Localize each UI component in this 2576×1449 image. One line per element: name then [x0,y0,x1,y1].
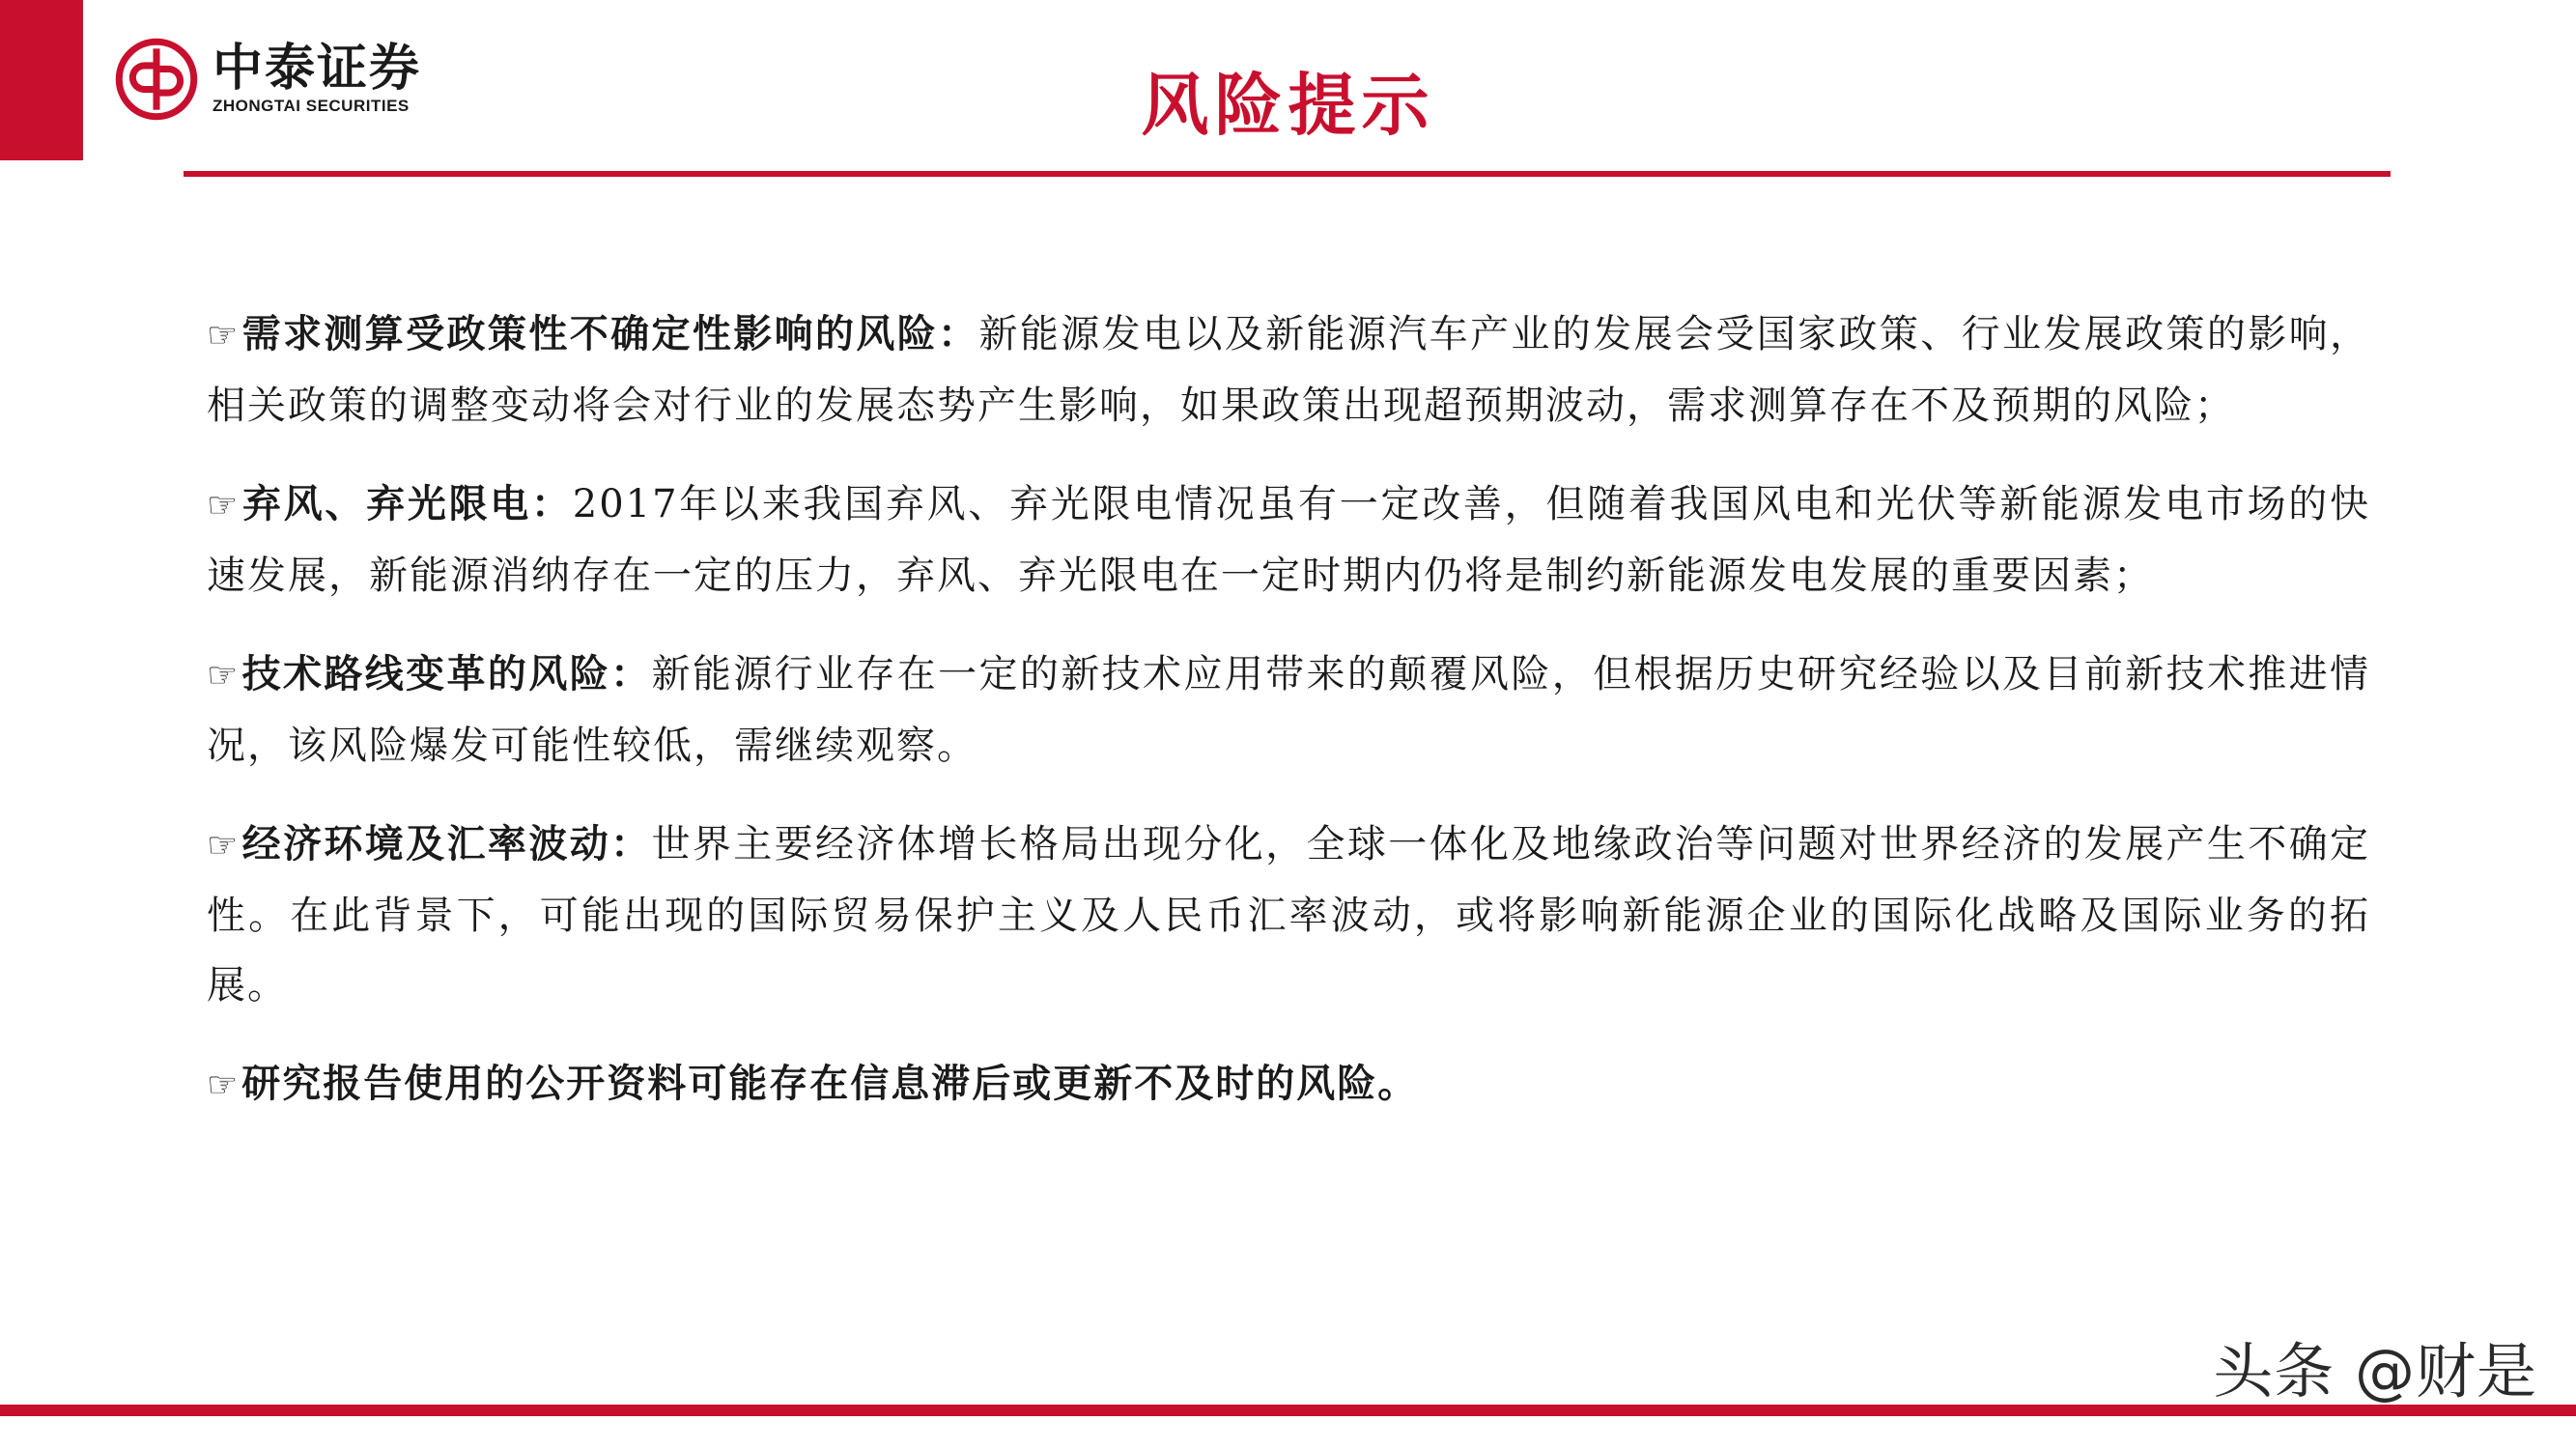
pointing-hand-icon: ☞ [207,656,241,696]
risk-item-economy [207,810,2370,1020]
risk-text: 新能源行业存在一定的新技术应用带来的颠覆风险，但根据历史研究经验以及目前新技术推进情况，该风险爆发可能性较低，需继续观察。 [207,652,2370,768]
page-title: 风险提示 [1141,66,1435,145]
pointing-hand-icon: ☞ [207,1065,241,1105]
risk-list [207,299,2370,1150]
risk-text: 2017年以来我国弃风、弃光限电情况虽有一定改善，但随着我国风电和光伏等新能源发电市场的快速发展，新能源消纳存在一定的压力，弃风、弃光限电在一定时期内仍将是制约新能源发电发展的重要因素； [207,482,2371,598]
pointing-hand-icon: ☞ [207,486,241,526]
pointing-hand-icon: ☞ [207,826,241,866]
risk-item-data-lag [207,1049,2370,1121]
risk-title: 需求测算受政策性不确定性影响的风险： [241,311,979,356]
footer-divider [0,1405,2576,1416]
risk-item-curtailment [207,469,2370,611]
pointing-hand-icon: ☞ [207,316,241,355]
risk-title: 弃风、弃光限电： [241,481,573,526]
logo-chinese-name: 中泰证券 [212,40,422,98]
risk-item-policy [207,299,2370,440]
watermark: 头条 @财是 [2213,1336,2537,1406]
risk-title: 研究报告使用的公开资料可能存在信息滞后或更新不及时的风险。 [241,1061,1419,1106]
title-divider [184,171,2391,177]
risk-title: 经济环境及汇率波动： [241,821,652,867]
risk-item-technology [207,639,2370,781]
logo-english-name: ZHONGTAI SECURITIES [212,97,410,115]
risk-text: 世界主要经济体增长格局出现分化，全球一体化及地缘政治等问题对世界经济的发展产生不确定性。在此背景下，可能出现的国际贸易保护主义及人民币汇率波动，或将影响新能源企业的国际化战略及国际业务的拓展。 [207,822,2370,1008]
risk-title: 技术路线变革的风险： [241,651,652,696]
risk-text: 新能源发电以及新能源汽车产业的发展会受国家政策、行业发展政策的影响，相关政策的调整变动将会对行业的发展态势产生影响，如果政策出现超预期波动，需求测算存在不及预期的风险； [207,312,2371,428]
